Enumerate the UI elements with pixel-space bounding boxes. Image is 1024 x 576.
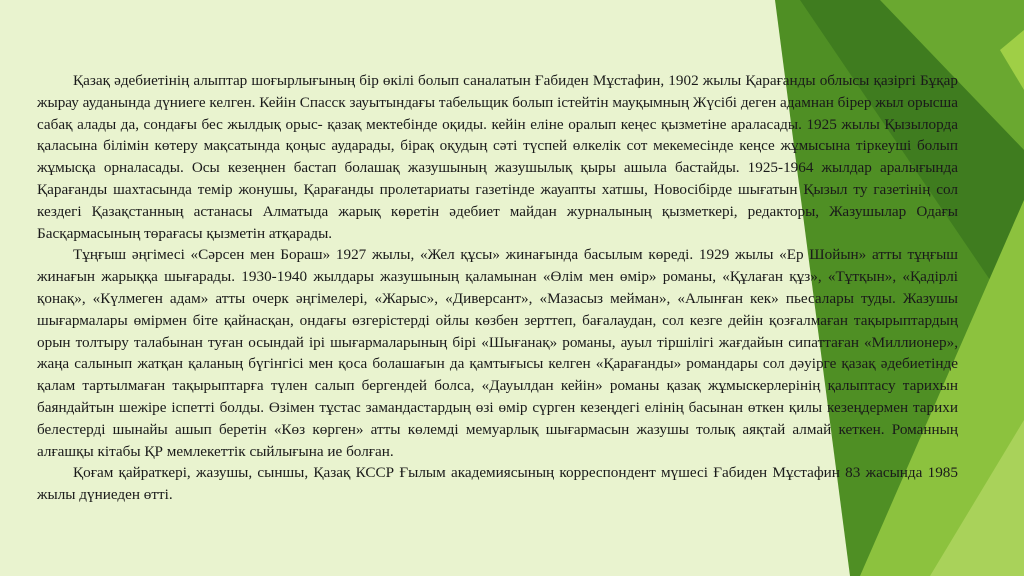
paragraph-1: Қазақ әдебиетінің алыптар шоғырлығының бір өкілі болып саналатын Ғабиден Мұстафин, 1902 жылы Қарағанды облысы қазіргі Бұқар жырау ауданында дүниеге келген. Кейін Спасск зауытындағы табельщик болып істейтін мауқымның Жүсібі деген адамнан бірер жыл орысша сабақ алады да, сондағы бес жылдық орыс- қазақ мектебінде оқиды. кейін еліне оралып кеңес қызметіне араласады. 1925 жылы Қызылорда қаласына білімін көтеру мақсатында қоңыс аударады, бірақ оқудың сәті түспей өлкелік сот мекемесінде кеңсе жұмысына тіркеуші болып жұмысқа орналасады. Осы кезеңнен бастап болашақ жазушының жазушылық қыры ашыла бастайды. 1925-1964 жылдар аралығында Қарағанды шахтасында темір жонушы, Қарағанды пролетариаты газетінде жауапты хатшы, Новосібірде шығатын Қызыл ту газетінің сол кездегі Қазақстанның астанасы Алматыда жарық көретін әдебиет майдан журналының қызметкері, редакторы, Жазушылар Одағы Басқармасының төрағасы қызметін атқарады. bbox=[37, 72, 958, 242]
paragraph-3: Қоғам қайраткері, жазушы, сыншы, Қазақ КСCР Ғылым академиясының корреспондент мүшесі Ғабиден Мұстафин 83 жасында 1985 жылы дүниеден өтті. bbox=[37, 464, 958, 504]
paragraph-2: Тұңғыш әңгімесі «Сәрсен мен Бораш» 1927 жылы, «Жел құсы» жинағында басылым көреді. 1929 жылы «Ер Шойын» атты тұңғыш жинағын жарыққа шығарады. 1930-1940 жылдары жазушының қаламынан «Өлім мен өмір» романы, «Құлаған құз», «Тұтқын», «Қадірлі қонақ», «Күлмеген адам» атты очерк әңгімелері, «Жарыс», «Диверсант», «Мазасыз мейман», «Алынған кек» пьесалары туды. Жазушы шығармалары өмірмен біте қайнасқан, ондағы өзгерістерді ойлы көзбен зерттеп, бағалаудан, сол кезге дейін қозғалмаған тақырыптардың орын толтыру талабынан туған осындай ірі шығармаларының бірі «Шығанақ» романы, ауыл тіршілігі жағдайын сипаттаған «Миллионер», жаңа салынып жатқан қаланың бүгінгісі мен қоса болашағын да қамтығысы келген «Қарағанды» романдары сол дәуірге қазақ әдебиетінде қалам тартылмаған тақырыптарға түлен салып бергендей болса, «Дауылдан кейін» романы қазақ жұмыскерлерінің қалыптасу тарихын баяндайтын шежіре іспетті болды. Өзімен тұстас замандастардың өзі өмір сүрген кезеңдегі елінің басынан өткен қилы кезеңдермен тарихи белестерді шынайы ашып беретін «Көз көрген» атты көлемді мемуарлық шығармасын жазушы толық аяқтай алмай кеткен. Романның алғашқы кітабы ҚР мемлекеттік сыйлығына ие болған. bbox=[37, 246, 958, 460]
body-text bbox=[37, 70, 958, 506]
